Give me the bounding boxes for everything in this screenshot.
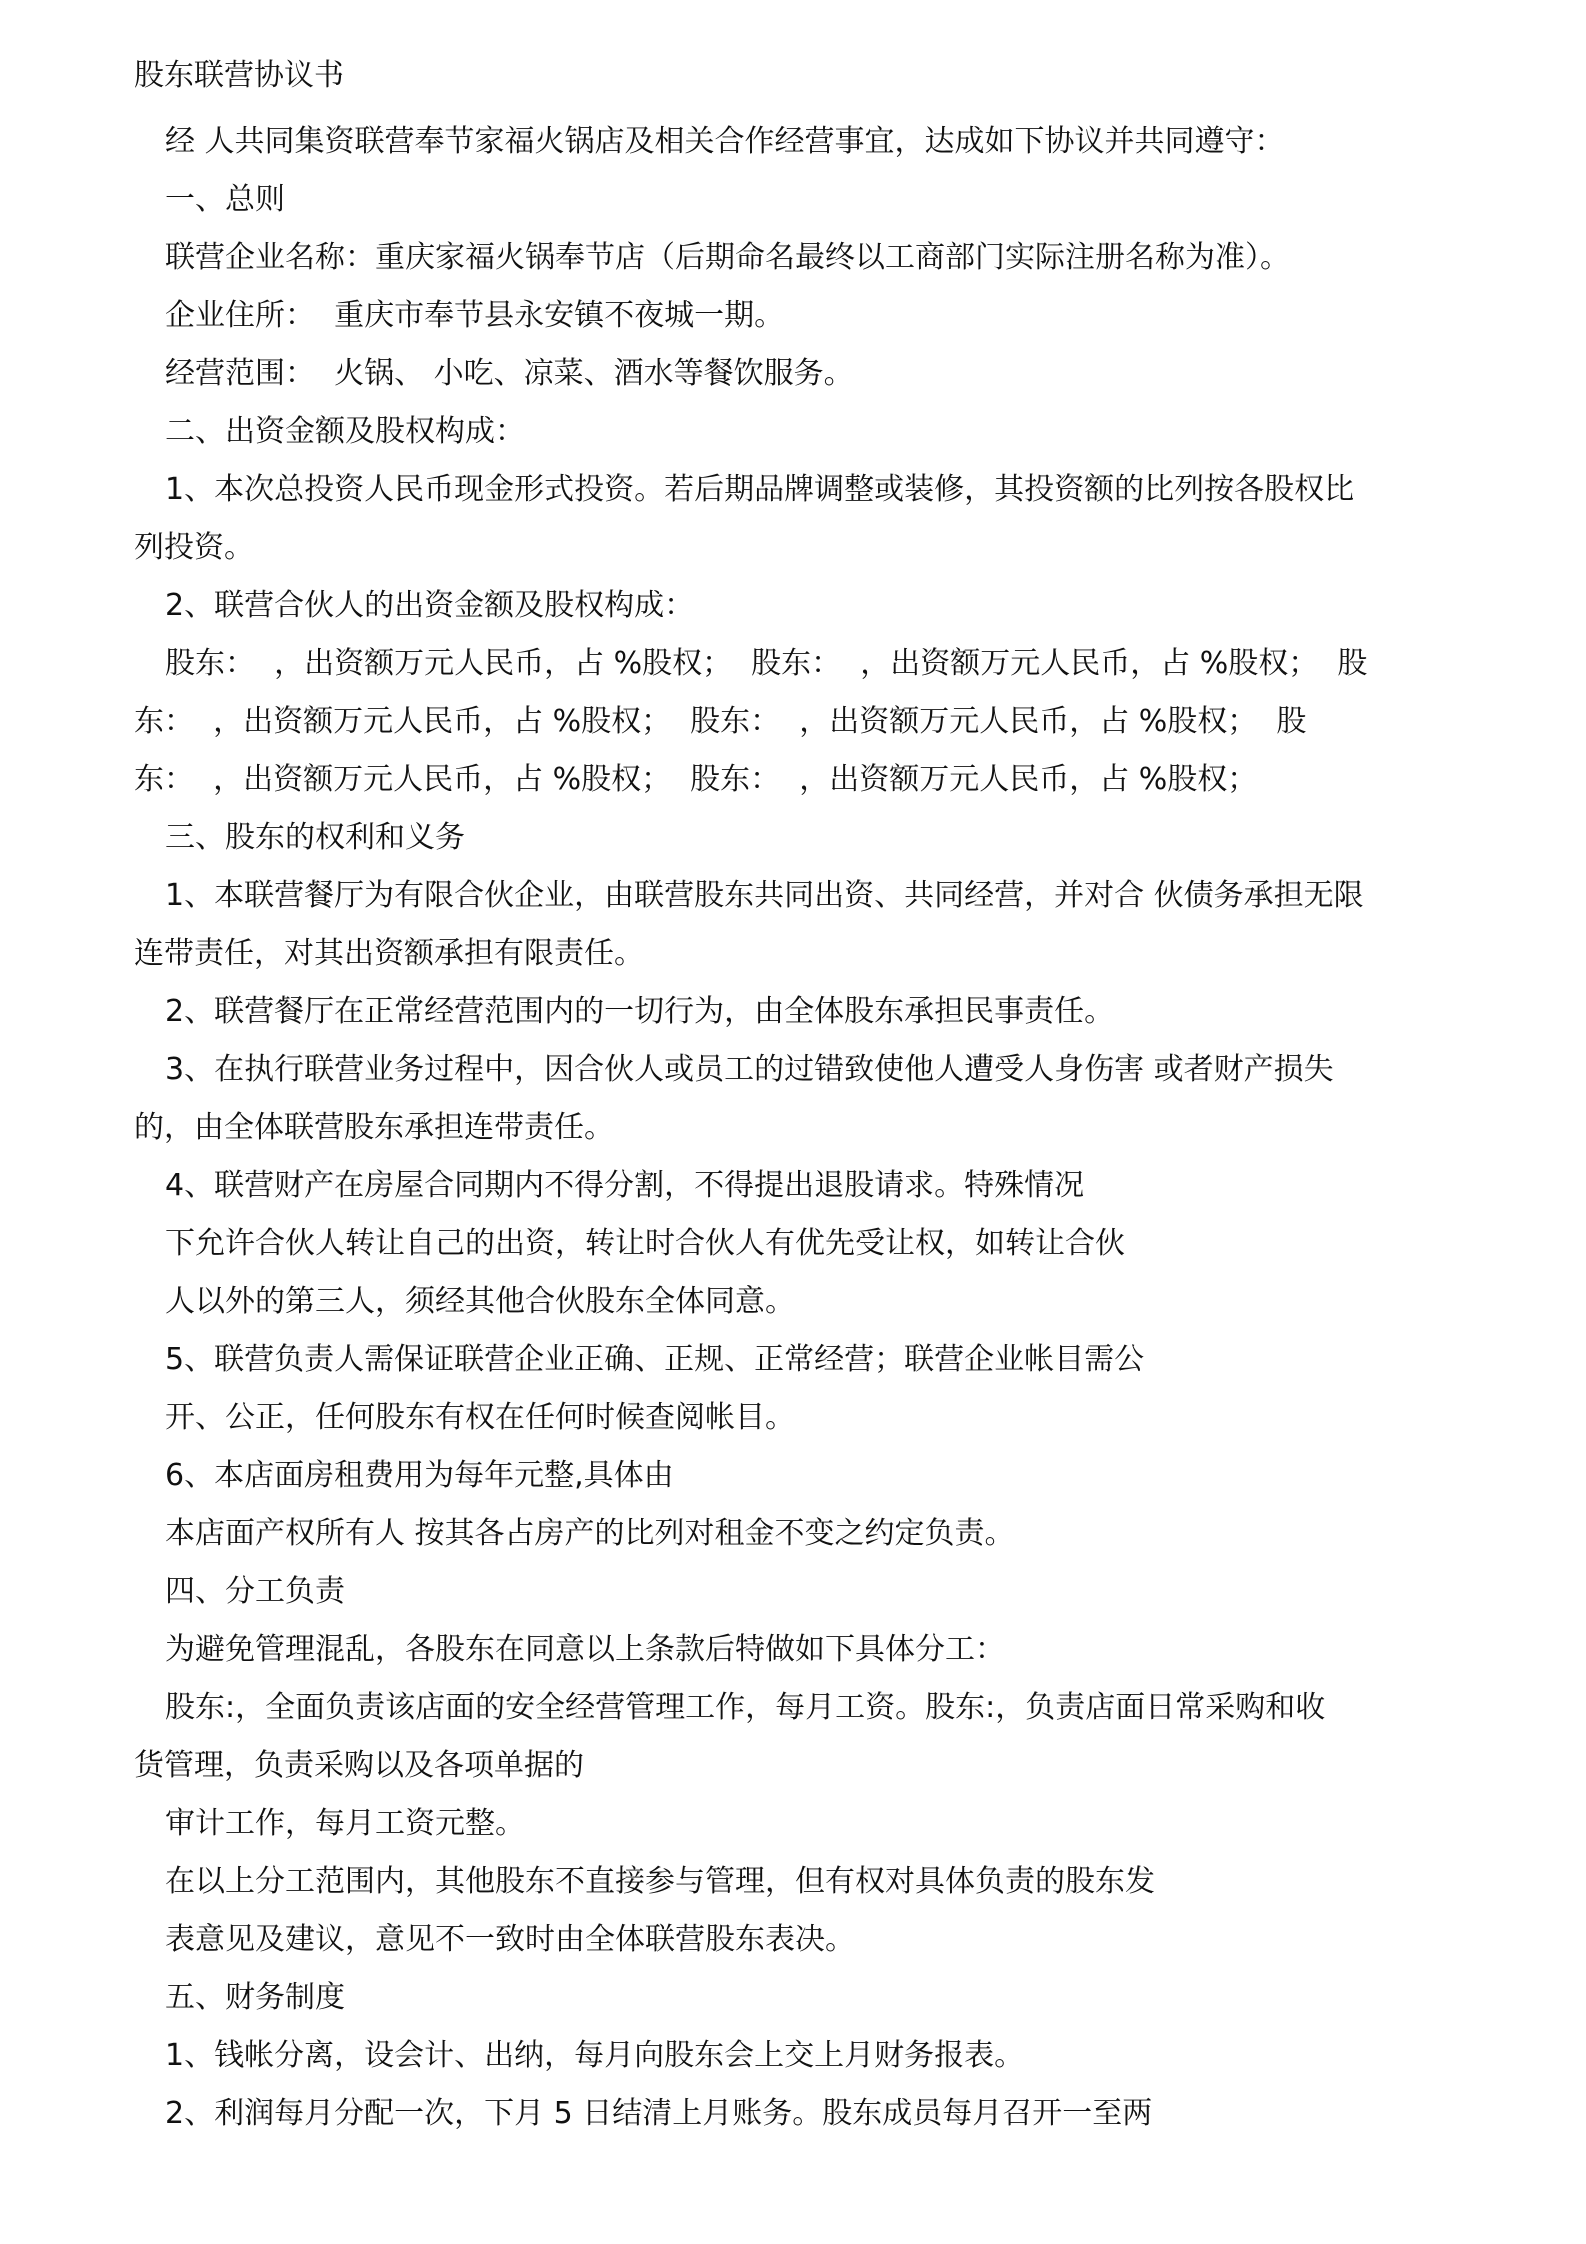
document-line: 二、出资金额及股权构成： xyxy=(165,414,525,449)
document-line: 企业住所： 重庆市奉节县永安镇不夜城一期。 xyxy=(165,298,785,333)
document-line: 1、钱帐分离，设会计、出纳，每月向股东会上交上月财务报表。 xyxy=(165,2038,1025,2073)
document-line: 本店面产权所有人 按其各占房产的比列对租金不变之约定负责。 xyxy=(165,1516,1015,1551)
document-line: 为避免管理混乱，各股东在同意以上条款后特做如下具体分工： xyxy=(165,1632,1005,1667)
document-line: 在以上分工范围内，其他股东不直接参与管理，但有权对具体负责的股东发 xyxy=(165,1864,1155,1899)
document-line: 1、本联营餐厅为有限合伙企业，由联营股东共同出资、共同经营，并对合 伙债务承担无限 xyxy=(165,878,1364,913)
document-title: 股东联营协议书 xyxy=(134,58,344,93)
document-line: 货管理，负责采购以及各项单据的 xyxy=(134,1748,584,1783)
document-line: 5、联营负责人需保证联营企业正确、正规、正常经营；联营企业帐目需公 xyxy=(165,1342,1145,1377)
document-line: 四、分工负责 xyxy=(165,1574,345,1609)
document-line: 联营企业名称：重庆家福火锅奉节店（后期命名最终以工商部门实际注册名称为准）。 xyxy=(165,240,1290,275)
document-line: 下允许合伙人转让自己的出资，转让时合伙人有优先受让权，如转让合伙 xyxy=(165,1226,1125,1261)
document-line: 列投资。 xyxy=(134,530,254,565)
document-line: 东： ，出资额万元人民币，占 %股权； 股东： ，出资额万元人民币，占 %股权； 股 xyxy=(134,704,1307,739)
document-line: 审计工作，每月工资元整。 xyxy=(165,1806,525,1841)
document-line: 连带责任，对其出资额承担有限责任。 xyxy=(134,936,644,971)
document-line: 4、联营财产在房屋合同期内不得分割，不得提出退股请求。特殊情况 xyxy=(165,1168,1085,1203)
document-line: 6、本店面房租费用为每年元整,具体由 xyxy=(165,1458,674,1493)
document-line: 人以外的第三人，须经其他合伙股东全体同意。 xyxy=(165,1284,795,1319)
document-line: 经营范围： 火锅、 小吃、凉菜、酒水等餐饮服务。 xyxy=(165,356,854,391)
document-line: 2、联营合伙人的出资金额及股权构成： xyxy=(165,588,695,623)
document-line: 2、联营餐厅在正常经营范围内的一切行为，由全体股东承担民事责任。 xyxy=(165,994,1115,1029)
document-line: 3、在执行联营业务过程中，因合伙人或员工的过错致使他人遭受人身伤害 或者财产损失 xyxy=(165,1052,1334,1087)
document-line: 股东： ，出资额万元人民币，占 %股权； 股东： ，出资额万元人民币，占 %股权； 股 xyxy=(165,646,1368,681)
document-line: 表意见及建议，意见不一致时由全体联营股东表决。 xyxy=(165,1922,855,1957)
document-line: 2、利润每月分配一次，下月 5 日结清上月账务。股东成员每月召开一至两 xyxy=(165,2096,1153,2131)
document-line: 东： ，出资额万元人民币，占 %股权； 股东： ，出资额万元人民币，占 %股权； xyxy=(134,762,1258,797)
document-line: 开、公正，任何股东有权在任何时候查阅帐目。 xyxy=(165,1400,795,1435)
document-line: 的，由全体联营股东承担连带责任。 xyxy=(134,1110,614,1145)
document-line: 三、股东的权利和义务 xyxy=(165,820,465,855)
document-line: 1、本次总投资人民币现金形式投资。若后期品牌调整或装修，其投资额的比列按各股权比 xyxy=(165,472,1355,507)
document-line: 一、总则 xyxy=(165,182,285,217)
document-line: 经 人共同集资联营奉节家福火锅店及相关合作经营事宜，达成如下协议并共同遵守： xyxy=(165,124,1285,159)
document-body xyxy=(134,113,1464,2143)
document-line: 股东:，全面负责该店面的安全经营管理工作，每月工资。股东:，负责店面日常采购和收 xyxy=(165,1690,1326,1725)
document-line: 五、财务制度 xyxy=(165,1980,345,2015)
